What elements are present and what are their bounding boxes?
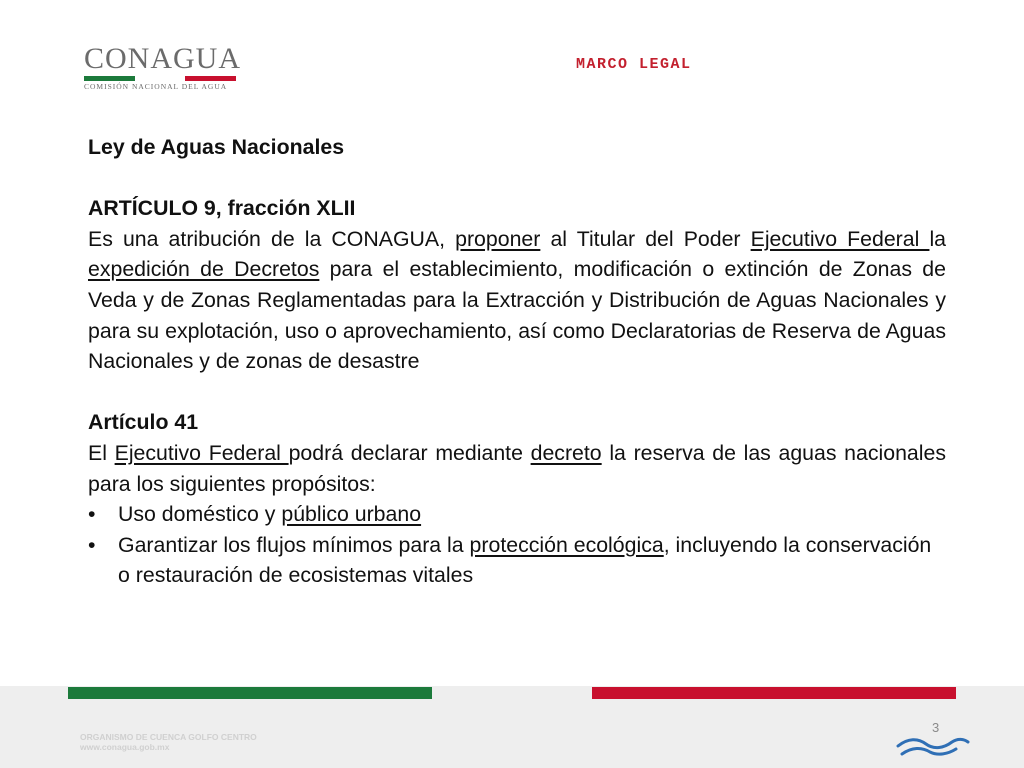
article-9-title: ARTÍCULO 9, fracción XLII bbox=[88, 196, 356, 221]
logo-tricolor-bar bbox=[84, 76, 236, 81]
underlined-term: protección ecológica bbox=[469, 532, 664, 557]
green-stripe bbox=[68, 687, 432, 699]
bullet: • bbox=[88, 502, 96, 527]
page-number: 3 bbox=[932, 720, 940, 735]
underlined-term: decreto bbox=[530, 440, 602, 465]
slide-body bbox=[88, 132, 946, 591]
underlined-term: proponer bbox=[455, 226, 541, 251]
red-stripe bbox=[592, 687, 956, 699]
website-link: www.conagua.gob.mx bbox=[80, 742, 170, 752]
conagua-logo bbox=[80, 44, 250, 96]
underlined-term: Ejecutivo Federal bbox=[114, 440, 289, 465]
section-title: MARCO LEGAL bbox=[576, 56, 692, 73]
underlined-term: expedición de Decretos bbox=[88, 257, 320, 282]
article-41-title: Artículo 41 bbox=[88, 410, 199, 435]
list-item: • Garantizar los flujos mínimos para la protección ecológica, incluyendo la conservación o restauración de ecosistemas vitales bbox=[88, 530, 946, 591]
underlined-term: Ejecutivo Federal bbox=[750, 226, 930, 251]
list-item: • Uso doméstico y público urbano bbox=[88, 499, 946, 530]
article-9-text: Es una atribución de la CONAGUA, proponer al Titular del Poder Ejecutivo Federal la expedición de Decretos para el establecimiento, modificación o extinción de Zonas de Veda y de Zonas Reglamentadas para la Extracción y Distribución de Aguas Nacionales y para su explotación, uso o aprovechamiento, así como Declaratorias de Reserva de Aguas Nacionales y de zonas de desastre bbox=[88, 226, 947, 374]
org-name: ORGANISMO DE CUENCA GOLFO CENTRO bbox=[80, 732, 257, 742]
logo-subtitle: COMISIÓN NACIONAL DEL AGUA bbox=[84, 82, 228, 91]
underlined-term: público urbano bbox=[281, 502, 422, 527]
footer-org-text bbox=[80, 732, 257, 752]
logo-wordmark: CONAGUA bbox=[84, 42, 241, 75]
water-wave-icon bbox=[896, 736, 970, 758]
law-title: Ley de Aguas Nacionales bbox=[88, 135, 345, 159]
bullet: • bbox=[88, 532, 96, 557]
article-41-text: El Ejecutivo Federal podrá declarar mediante decreto la reserva de las aguas nacionales para los siguientes propósitos: bbox=[88, 440, 947, 496]
